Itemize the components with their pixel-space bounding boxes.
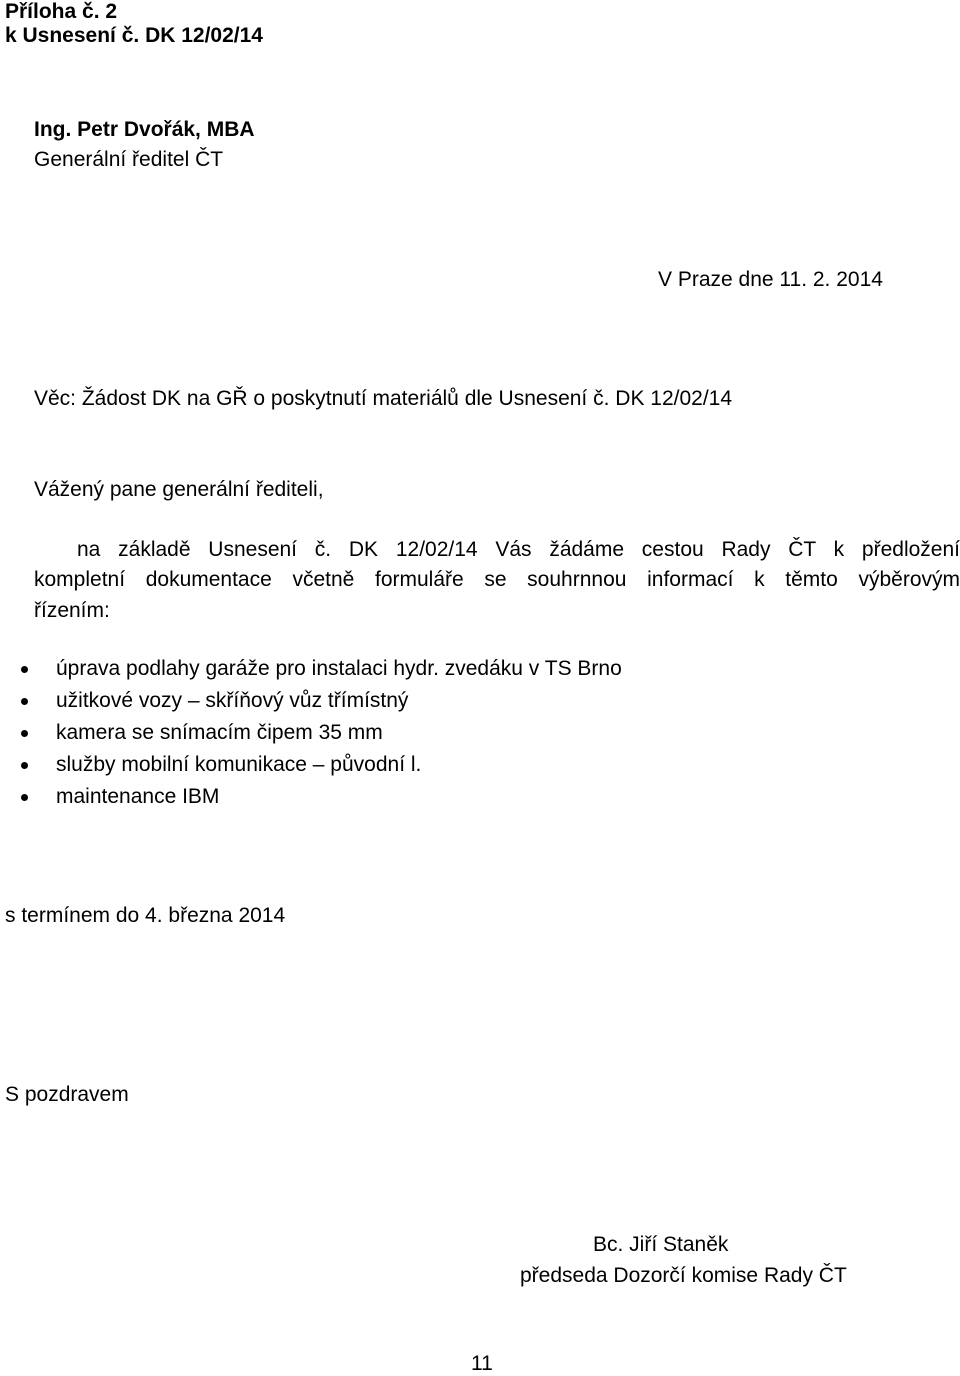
list-item [0,785,622,817]
salutation: Vážený pane generální řediteli, [34,478,324,501]
body-text-2: kompletní dokumentace včetně formuláře se souhrnnou informací k těmto výběrovým [34,568,960,591]
bullet-icon [21,794,28,801]
date-line: V Praze dne 11. 2. 2014 [658,268,883,291]
bullet-icon [21,698,28,705]
page-number: 11 [471,1352,493,1375]
deadline-line: s termínem do 4. března 2014 [5,904,286,927]
attachment-label: Příloha č. 2 [5,0,118,23]
list-item [0,753,622,785]
subject-line: Věc: Žádost DK na GŘ o poskytnutí materiálů dle Usnesení č. DK 12/02/14 [34,387,733,410]
body-paragraph-line-1 [77,538,960,562]
attachment-header [5,0,263,48]
recipient-name: Ing. Petr Dvořák, MBA [34,118,255,141]
bullet-icon [21,762,28,769]
body-paragraph-line-2 [34,568,960,592]
bullet-icon [21,730,28,737]
list-item-text: úprava podlahy garáže pro instalaci hydr. zvedáku v TS Brno [56,657,622,680]
body-text-1: na základě Usnesení č. DK 12/02/14 Vás žádáme cestou Rady ČT k předložení [77,538,960,561]
bullet-icon [21,666,28,673]
list-item-text: užitkové vozy – skříňový vůz třímístný [56,689,409,712]
signature-position: předseda Dozorčí komise Rady ČT [520,1264,847,1287]
list-item-text: kamera se snímacím čipem 35 mm [56,721,383,744]
body-paragraph-line-3: řízením: [34,599,110,622]
list-item-text: maintenance IBM [56,785,220,808]
bullet-list [0,657,622,817]
recipient-title: Generální ředitel ČT [34,148,224,171]
signature-name: Bc. Jiří Staněk [593,1233,729,1256]
list-item [0,689,622,721]
list-item [0,657,622,689]
closing-line: S pozdravem [5,1083,129,1106]
list-item-text: služby mobilní komunikace – původní l. [56,753,422,776]
attachment-reference: k Usnesení č. DK 12/02/14 [5,24,263,47]
list-item [0,721,622,753]
